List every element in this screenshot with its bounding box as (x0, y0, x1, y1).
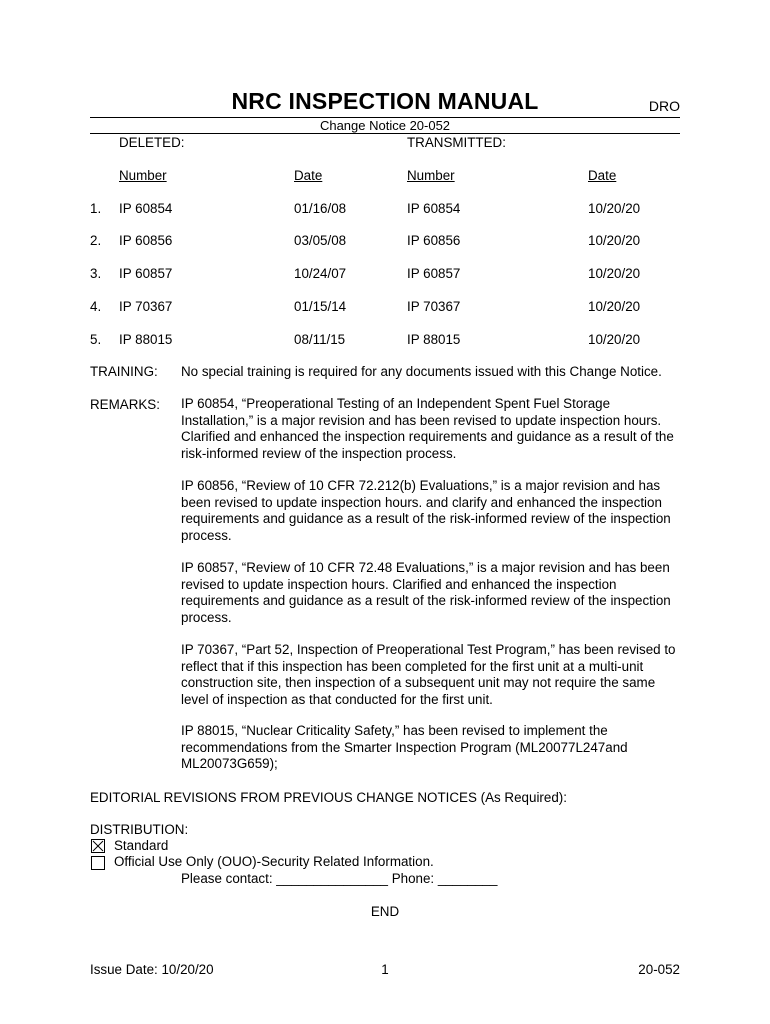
deleted-date: 10/24/07 (294, 266, 347, 281)
transmitted-number: IP 60856 (407, 233, 461, 248)
remarks-label: REMARKS: (90, 397, 160, 412)
footer-page-number: 1 (381, 962, 389, 977)
training-text: No special training is required for any documents issued with this Change Notice. (181, 364, 662, 379)
deleted-number: IP 70367 (119, 299, 173, 314)
remarks-paragraph-3: IP 60857, “Review of 10 CFR 72.48 Evaluations,” is a major revision and has been revised to update inspection hours. Clarified and enhanced the inspection requirements and guidance as a result of the risk-informed review of the inspection process. (181, 560, 671, 625)
standard-label: Standard (114, 838, 169, 853)
col-header-deleted-date: Date (294, 168, 323, 183)
remarks-paragraph-1: IP 60854, “Preoperational Testing of an Independent Spent Fuel Storage Installation,” is a major revision and has been revised to update inspection hours. Clarified and enhanced the inspection requirements and guidance as a result of the risk-informed review of the inspection process. (181, 396, 674, 461)
transmitted-date: 10/20/20 (588, 233, 641, 248)
transmitted-date: 10/20/20 (588, 201, 641, 216)
footer-notice-number: 20-052 (638, 962, 680, 977)
deleted-number: IP 60854 (119, 201, 173, 216)
row-index: 5. (90, 332, 102, 347)
row-index: 2. (90, 233, 102, 248)
ouo-label: Official Use Only (OUO)-Security Related Information. (114, 854, 434, 869)
row-index: 4. (90, 299, 102, 314)
check-x-icon (92, 840, 104, 852)
remarks-paragraph-4: IP 70367, “Part 52, Inspection of Preoperational Test Program,” has been revised to reflect that if this inspection has been completed for the first unit at a multi-unit construction site, then inspection of a subsequent unit may not require the same level of inspection as that conducted for the first unit. (181, 642, 676, 707)
transmitted-number: IP 60854 (407, 201, 461, 216)
row-index: 1. (90, 201, 102, 216)
col-header-transmitted-number: Number (407, 168, 455, 183)
transmitted-date: 10/20/20 (588, 299, 641, 314)
transmitted-label: TRANSMITTED: (407, 135, 506, 150)
remarks-paragraph-5: IP 88015, “Nuclear Criticality Safety,” has been revised to implement the recommendations from the Smarter Inspection Program (ML20077L247and ML20073G659); (181, 723, 628, 771)
transmitted-date: 10/20/20 (588, 266, 641, 281)
distribution-label: DISTRIBUTION: (90, 822, 189, 837)
deleted-label: DELETED: (119, 135, 185, 150)
deleted-number: IP 60856 (119, 233, 173, 248)
ouo-checkbox[interactable] (91, 856, 105, 870)
transmitted-number: IP 88015 (407, 332, 461, 347)
deleted-date: 01/16/08 (294, 201, 347, 216)
deleted-number: IP 88015 (119, 332, 173, 347)
col-header-transmitted-date: Date (588, 168, 617, 183)
row-index: 3. (90, 266, 102, 281)
contact-line: Please contact: _______________ Phone: ________ (181, 871, 498, 886)
transmitted-date: 10/20/20 (588, 332, 641, 347)
transmitted-number: IP 70367 (407, 299, 461, 314)
header-rule-bottom (90, 133, 680, 134)
col-header-deleted-number: Number (119, 168, 167, 183)
standard-checkbox[interactable] (91, 839, 105, 853)
transmitted-number: IP 60857 (407, 266, 461, 281)
change-notice: Change Notice 20-052 (319, 118, 451, 133)
training-label: TRAINING: (90, 364, 158, 379)
office-code: DRO (648, 98, 680, 114)
end-marker: END (370, 904, 400, 919)
remarks-paragraph-2: IP 60856, “Review of 10 CFR 72.212(b) Evaluations,” is a major revision and has been revised to update inspection hours. and clarify and enhanced the inspection requirements and guidance as a result of the risk-informed review of the inspection process. (181, 478, 671, 543)
manual-title: NRC INSPECTION MANUAL (231, 88, 539, 114)
deleted-date: 08/11/15 (294, 332, 346, 347)
footer-issue-date: Issue Date: 10/20/20 (90, 962, 214, 977)
deleted-date: 03/05/08 (294, 233, 347, 248)
editorial-revisions: EDITORIAL REVISIONS FROM PREVIOUS CHANGE NOTICES (As Required): (90, 790, 567, 805)
deleted-date: 01/15/14 (294, 299, 347, 314)
deleted-number: IP 60857 (119, 266, 173, 281)
